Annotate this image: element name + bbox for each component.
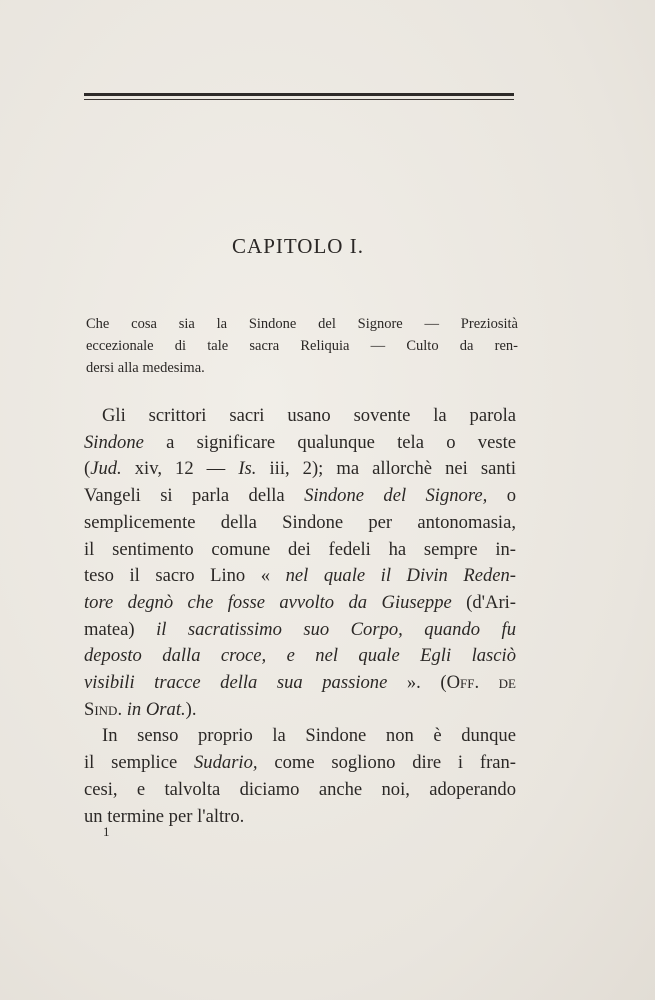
chapter-summary: [86, 313, 518, 379]
body-text: [84, 403, 516, 830]
paragraph-line: semplicemente della Sindone per antonomasia,: [84, 511, 516, 533]
paragraph-line: deposto dalla croce, e nel quale Egli lasciò: [84, 645, 516, 667]
paragraph-line: teso il sacro Lino « nel quale il Divin Reden-: [84, 565, 517, 587]
summary-line: eccezionale di tale sacra Reliquia — Culto da ren-: [86, 338, 518, 354]
chapter-title: CAPITOLO I.: [232, 234, 364, 258]
paragraph-line: Gli scrittori sacri usano sovente la parola: [102, 405, 516, 426]
paragraph-line: Sindone a significare qualunque tela o veste: [84, 431, 516, 453]
paragraph-line: un termine per l'altro.: [84, 805, 245, 827]
summary-line: dersi alla medesima.: [86, 360, 205, 376]
paragraph-line: il semplice Sudario, come sogliono dire i fran-: [84, 752, 516, 774]
paragraph-line: cesi, e talvolta diciamo anche noi, adoperando: [84, 778, 516, 800]
paragraph-line: matea) il sacratissimo suo Corpo, quando fu: [84, 618, 517, 640]
paragraph-line: Vangeli si parla della Sindone del Signore, o: [84, 485, 517, 507]
paragraph-line: Sind. in Orat.).: [84, 698, 197, 720]
paragraph-line: (Jud. xiv, 12 — Is. iii, 2); ma allorchè nei santi: [84, 458, 517, 480]
paragraph-line: visibili tracce della sua passione ». (Off. de: [84, 672, 516, 694]
header-rule-thin: [84, 99, 514, 100]
page-number: 1: [103, 824, 110, 839]
paragraph-line: il sentimento comune dei fedeli ha sempre in-: [84, 538, 516, 560]
header-rule-thick: [84, 93, 514, 96]
summary-line: Che cosa sia la Sindone del Signore — Preziosità: [86, 316, 518, 332]
paragraph-line: tore degnò che fosse avvolto da Giuseppe (d'Ari-: [84, 591, 517, 613]
paragraph-line: In senso proprio la Sindone non è dunque: [102, 725, 516, 747]
